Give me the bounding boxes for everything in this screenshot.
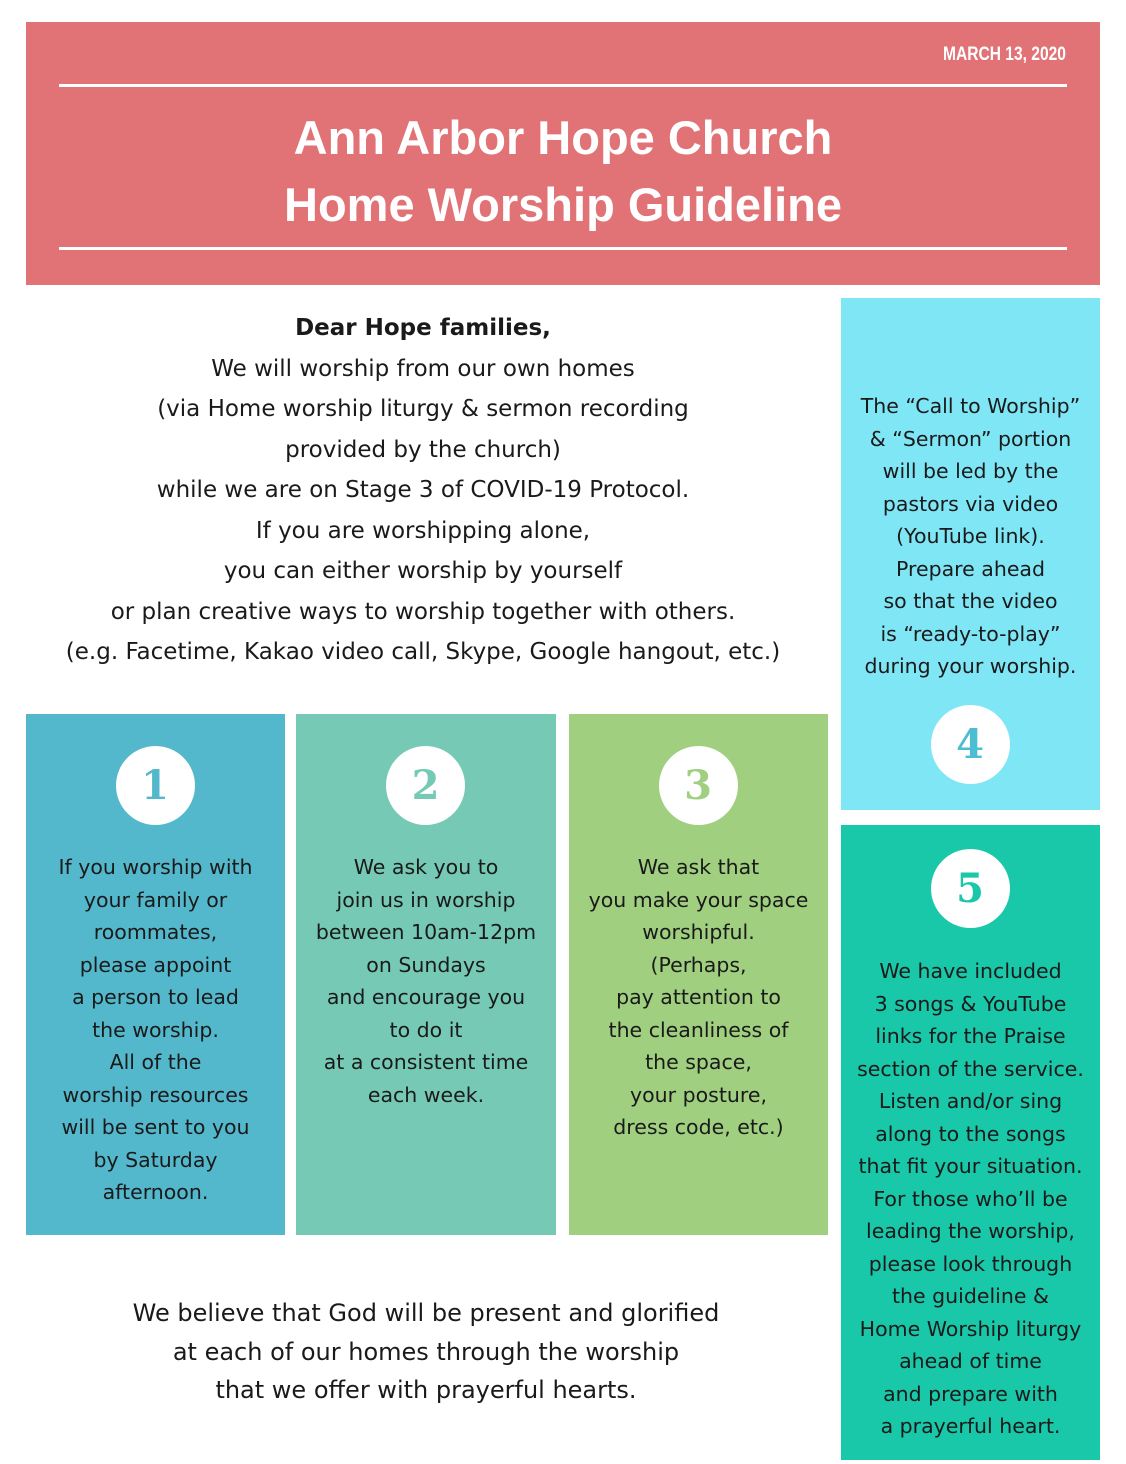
step-line: (YouTube link). (896, 524, 1045, 548)
letter-text (20, 308, 826, 673)
closing-line: We believe that God will be present and glorified (132, 1299, 720, 1327)
step-text (841, 390, 1100, 683)
step-line: & “Sermon” portion (869, 426, 1072, 451)
step-line: pay attention to (616, 985, 781, 1009)
letter-line: while we are on Stage 3 of COVID-19 Protocol. (156, 477, 690, 503)
step-box-4 (841, 298, 1100, 810)
step-line: each week. (367, 1082, 485, 1107)
title-line-1: Ann Arbor Hope Church (293, 111, 833, 164)
step-line: 3 songs & YouTube (874, 991, 1067, 1016)
step-line: to do it (389, 1017, 463, 1042)
step-line: your family or (83, 887, 228, 912)
title-line-2: Home Worship Guideline (284, 178, 842, 231)
letter-greeting: Dear Hope families, (295, 315, 551, 341)
step-line: For those who’ll be (873, 1186, 1068, 1211)
header-top-rule (59, 84, 1067, 87)
letter-line: (e.g. Facetime, Kakao video call, Skype, Google hangout, etc.) (65, 639, 781, 665)
step-line: so that the video (883, 589, 1058, 613)
step-line: you make your space (588, 887, 809, 912)
step-line: We ask you to (353, 855, 499, 879)
step-line: at a consistent time (323, 1050, 529, 1074)
step-line: Prepare ahead (895, 556, 1045, 581)
header-bottom-rule (59, 247, 1067, 250)
step-box-5 (841, 825, 1100, 1460)
step-line: between 10am-12pm (315, 920, 537, 944)
step-text (841, 955, 1100, 1443)
step-box-2 (296, 714, 556, 1235)
step-line: please look through (868, 1251, 1073, 1276)
step-line: that fit your situation. (858, 1154, 1083, 1178)
step-number-badge: 3 (659, 746, 738, 825)
step-line: and prepare with (883, 1381, 1058, 1406)
step-line: Listen and/or sing (878, 1089, 1063, 1113)
header-banner (26, 22, 1100, 285)
step-line: We ask that (637, 855, 760, 879)
step-line: ahead of time (899, 1349, 1042, 1373)
letter-line: If you are worshipping alone, (255, 517, 591, 544)
closing-line: that we offer with prayerful hearts. (215, 1376, 637, 1404)
step-line: links for the Praise (875, 1024, 1066, 1048)
step-text (26, 851, 285, 1209)
step-line: is “ready-to-play” (880, 621, 1061, 646)
step-line: along to the songs (875, 1121, 1066, 1146)
step-number-badge: 5 (931, 849, 1010, 928)
step-line: dress code, etc.) (613, 1115, 784, 1139)
step-line: during your worship. (864, 654, 1077, 678)
step-number-badge: 2 (386, 746, 465, 825)
step-line: (Perhaps, (650, 952, 747, 977)
step-line: pastors via video (882, 491, 1059, 516)
step-line: worshipful. (642, 920, 755, 944)
letter-line: (via Home worship liturgy & sermon recording (157, 396, 689, 422)
step-line: please appoint (79, 952, 232, 977)
step-line: your posture, (630, 1082, 767, 1107)
step-box-1 (26, 714, 285, 1235)
step-line: worship resources (62, 1082, 249, 1107)
step-line: The “Call to Worship” (860, 394, 1081, 418)
step-line: All of the (109, 1050, 202, 1074)
step-line: afternoon. (102, 1180, 209, 1204)
letter-line: you can either worship by yourself (223, 558, 623, 584)
step-line: the cleanliness of (608, 1017, 789, 1042)
step-line: a prayerful heart. (880, 1414, 1061, 1438)
date-label: MARCH 13, 2020 (943, 44, 1066, 65)
step-line: will be led by the (882, 459, 1059, 483)
step-line: a person to lead (72, 985, 239, 1009)
letter-line: We will worship from our own homes (211, 355, 635, 382)
step-text (296, 851, 556, 1111)
step-text (569, 851, 828, 1144)
step-box-3 (569, 714, 828, 1235)
step-line: leading the worship, (866, 1219, 1075, 1243)
step-line: section of the service. (857, 1056, 1084, 1081)
step-line: by Saturday (93, 1147, 218, 1172)
step-number-badge: 4 (931, 705, 1010, 784)
step-number-badge: 1 (116, 746, 195, 825)
step-line: We have included (879, 959, 1062, 983)
closing-line: at each of our homes through the worship (172, 1337, 680, 1366)
step-line: will be sent to you (61, 1115, 250, 1139)
letter-line: or plan creative ways to worship together with others. (110, 598, 736, 625)
letter-line: provided by the church) (285, 436, 561, 463)
step-line: on Sundays (366, 952, 486, 977)
step-line: the worship. (92, 1017, 219, 1042)
step-line: the guideline & (892, 1284, 1049, 1308)
step-line: If you worship with (58, 855, 253, 879)
step-line: the space, (645, 1050, 752, 1074)
step-line: join us in worship (336, 887, 516, 912)
step-line: roommates, (93, 920, 218, 944)
page-title (26, 104, 1100, 238)
step-line: Home Worship liturgy (859, 1316, 1082, 1341)
closing-text (26, 1294, 826, 1410)
step-line: and encourage you (326, 985, 526, 1009)
